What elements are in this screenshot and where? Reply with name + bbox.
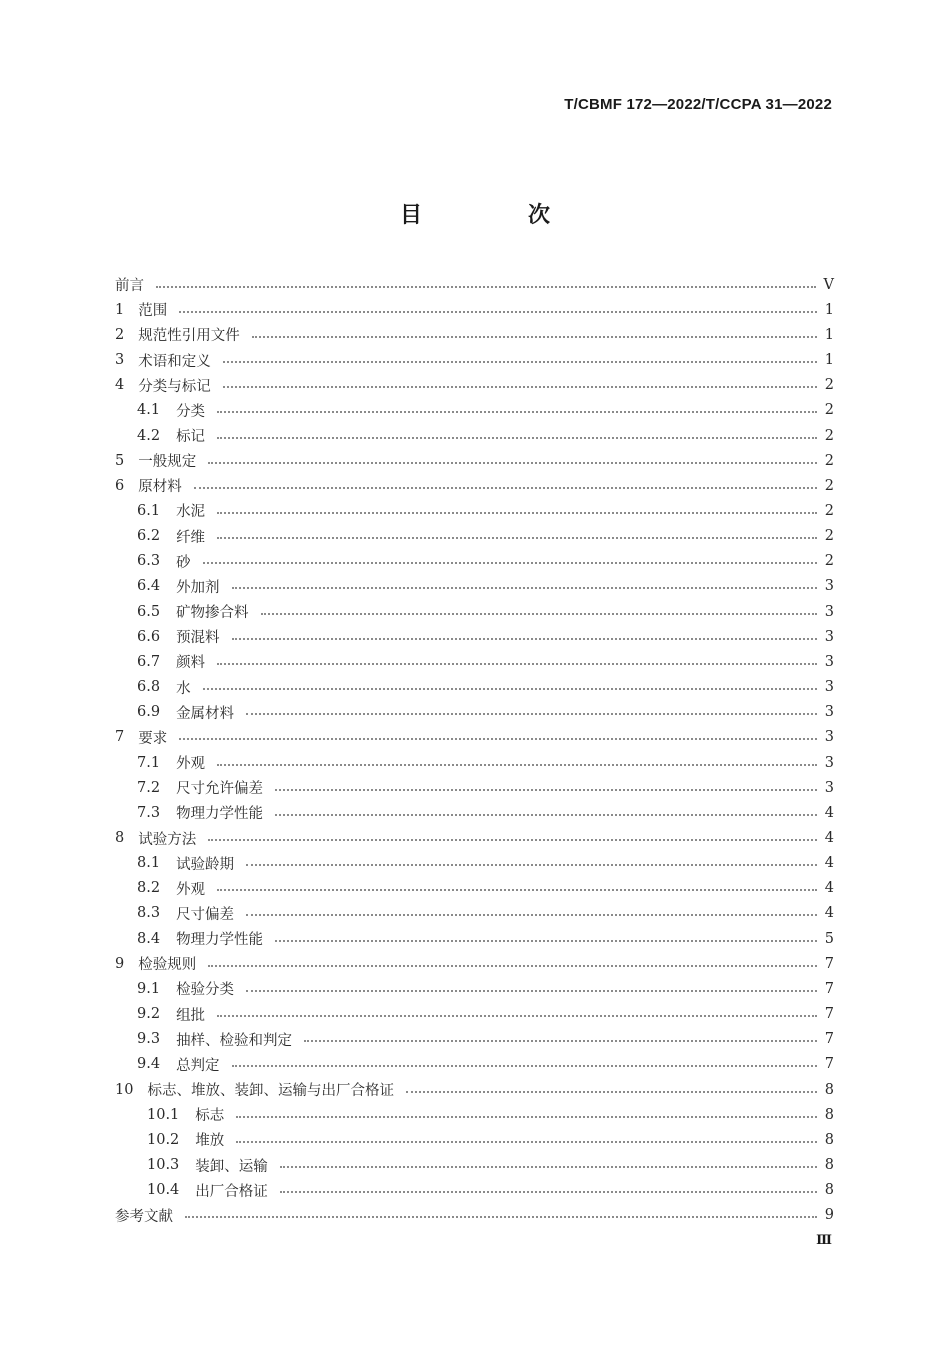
toc-entry-number: 5 xyxy=(115,452,125,469)
dot-leader xyxy=(232,587,817,589)
dot-leader xyxy=(236,1116,816,1118)
toc-entry-label: 尺寸允许偏差 xyxy=(176,781,264,798)
toc-entry[interactable] xyxy=(115,649,834,674)
toc-entry-label: 前言 xyxy=(115,278,144,295)
toc-entry-number: 8.4 xyxy=(137,930,161,947)
dot-leader xyxy=(194,487,817,489)
toc-entry-label: 预混料 xyxy=(176,630,220,647)
toc-entry[interactable] xyxy=(115,825,834,850)
toc-entry-number: 8.1 xyxy=(137,855,161,872)
dot-leader xyxy=(275,789,817,791)
dot-leader xyxy=(280,1166,817,1168)
toc-entry[interactable] xyxy=(115,800,834,825)
toc-entry-label: 尺寸偏差 xyxy=(176,906,235,923)
toc-entry-label: 分类 xyxy=(176,403,206,420)
toc-entry-page: 2 xyxy=(824,528,834,545)
toc-entry-number: 4.2 xyxy=(137,427,161,444)
toc-entry-label: 试验龄期 xyxy=(176,856,235,873)
toc-entry-label: 标志 xyxy=(195,1108,225,1125)
toc-entry-page: 4 xyxy=(824,830,834,847)
toc-entry[interactable] xyxy=(115,347,834,372)
toc-entry-number: 10.1 xyxy=(147,1106,180,1123)
toc-entry[interactable] xyxy=(115,926,834,951)
toc-entry-page: 7 xyxy=(824,980,834,997)
toc-entry-label: 外加剂 xyxy=(176,579,220,596)
toc-entry-label: 纤维 xyxy=(176,529,206,546)
toc-entry-page: 8 xyxy=(824,1182,834,1199)
toc-entry-number: 9.4 xyxy=(137,1056,161,1073)
toc-entry-page: 3 xyxy=(824,578,834,595)
toc-entry-number: 9.1 xyxy=(137,980,161,997)
toc-entry-number: 9 xyxy=(115,955,125,972)
toc-entry-label: 试验方法 xyxy=(138,831,197,848)
dot-leader xyxy=(232,638,817,640)
toc-entry[interactable] xyxy=(115,725,834,750)
toc-entry-number: 6.7 xyxy=(137,653,161,670)
toc-entry-label: 装卸、运输 xyxy=(195,1158,268,1175)
toc-entry-label: 术语和定义 xyxy=(138,353,211,370)
dot-leader xyxy=(246,864,817,866)
toc-entry-number: 2 xyxy=(115,326,125,343)
toc-entry-number: 6.9 xyxy=(137,704,161,721)
dot-leader xyxy=(179,738,817,740)
toc-entry-page: 7 xyxy=(824,1006,834,1023)
dot-leader xyxy=(156,286,816,288)
toc-entry-page: 3 xyxy=(824,704,834,721)
toc-entry-number: 8 xyxy=(115,830,125,847)
toc-entry-label: 金属材料 xyxy=(176,705,235,722)
toc-entry-label: 检验规则 xyxy=(138,957,197,974)
toc-entry[interactable] xyxy=(115,901,834,926)
toc-entry-page: 5 xyxy=(824,930,834,947)
toc-entry-page: 1 xyxy=(824,352,834,369)
toc-entry-page: 4 xyxy=(824,855,834,872)
page-title: 目 次 xyxy=(399,203,592,228)
toc-entry-page: 8 xyxy=(824,1131,834,1148)
toc-entry[interactable] xyxy=(115,851,834,876)
toc-entry-page: 3 xyxy=(824,679,834,696)
dot-leader xyxy=(275,814,817,816)
toc-entry-label: 外观 xyxy=(176,756,206,773)
toc-entry-page: 2 xyxy=(824,553,834,570)
toc-entry[interactable] xyxy=(115,498,834,523)
toc-entry-number: 7.3 xyxy=(137,804,161,821)
dot-leader xyxy=(217,889,817,891)
toc-entry-number: 6.3 xyxy=(137,553,161,570)
dot-leader xyxy=(217,1015,817,1017)
toc-entry[interactable] xyxy=(115,1077,834,1102)
toc-entry-number: 10.3 xyxy=(147,1157,180,1174)
toc-entry[interactable] xyxy=(115,448,834,473)
dot-leader xyxy=(217,512,817,514)
toc-entry-label: 标记 xyxy=(176,429,206,446)
toc-entry-label: 总判定 xyxy=(176,1057,220,1074)
dot-leader xyxy=(217,663,817,665)
toc-entry-label: 抽样、检验和判定 xyxy=(176,1032,293,1049)
toc-entry-number: 6.8 xyxy=(137,679,161,696)
dot-leader xyxy=(261,613,817,615)
toc-entry-page: 3 xyxy=(824,729,834,746)
toc-entry-page: 3 xyxy=(824,779,834,796)
toc-entry-page: 3 xyxy=(824,653,834,670)
toc-entry-number: 6.4 xyxy=(137,578,161,595)
toc-entry-label: 水泥 xyxy=(176,504,206,521)
toc-entry-label: 外观 xyxy=(176,881,206,898)
toc-entry-number: 6 xyxy=(115,477,125,494)
toc-entry-page: 4 xyxy=(824,905,834,922)
dot-leader xyxy=(217,437,817,439)
toc-entry-page: 8 xyxy=(824,1106,834,1123)
toc-entry-label: 物理力学性能 xyxy=(176,932,264,949)
toc-entry-number: 6.2 xyxy=(137,528,161,545)
toc-entry-page: 2 xyxy=(824,502,834,519)
toc-entry-page: 3 xyxy=(824,628,834,645)
toc-entry-number: 9.2 xyxy=(137,1006,161,1023)
toc-entry-label: 参考文献 xyxy=(115,1208,173,1225)
toc-entry-number: 3 xyxy=(115,352,125,369)
dot-leader xyxy=(275,940,817,942)
toc-entry-page: 7 xyxy=(824,1056,834,1073)
toc-entry[interactable] xyxy=(115,1178,834,1203)
dot-leader xyxy=(208,839,817,841)
toc-entry-page: 4 xyxy=(824,880,834,897)
document-code: T/CBMF 172—2022/T/CCPA 31—2022 xyxy=(564,96,832,113)
toc-entry[interactable] xyxy=(115,1152,834,1177)
page-number: Ⅲ xyxy=(816,1233,832,1248)
dot-leader xyxy=(208,965,817,967)
toc-entry-number: 10.4 xyxy=(147,1182,180,1199)
toc-entry[interactable] xyxy=(115,775,834,800)
toc-entry[interactable] xyxy=(115,750,834,775)
toc-entry-page: 7 xyxy=(824,955,834,972)
toc-entry-page: 4 xyxy=(824,804,834,821)
toc-entry[interactable] xyxy=(115,951,834,976)
toc-entry-number: 10 xyxy=(115,1081,134,1098)
toc-entry[interactable] xyxy=(115,700,834,725)
toc-entry-page: 3 xyxy=(824,603,834,620)
toc-entry-label: 规范性引用文件 xyxy=(138,328,240,345)
dot-leader xyxy=(236,1141,816,1143)
dot-leader xyxy=(246,990,817,992)
toc-entry[interactable] xyxy=(115,322,834,347)
toc-entry-label: 标志、堆放、装卸、运输与出厂合格证 xyxy=(147,1083,394,1100)
dot-leader xyxy=(203,562,817,564)
toc-entry[interactable] xyxy=(115,876,834,901)
toc-entry[interactable] xyxy=(115,599,834,624)
toc-entry-label: 物理力学性能 xyxy=(176,806,264,823)
toc-entry-label: 砂 xyxy=(176,554,191,571)
toc-entry-number: 6.6 xyxy=(137,628,161,645)
toc-entry-label: 堆放 xyxy=(195,1133,225,1150)
toc-entry-number: 1 xyxy=(115,301,125,318)
dot-leader xyxy=(406,1091,817,1093)
toc-entry-label: 出厂合格证 xyxy=(195,1183,268,1200)
toc-entry-page: 1 xyxy=(824,326,834,343)
toc-entry-label: 原材料 xyxy=(138,479,182,496)
toc-entry[interactable] xyxy=(115,398,834,423)
toc-entry-number: 9.3 xyxy=(137,1031,161,1048)
toc-entry-page: 2 xyxy=(824,477,834,494)
dot-leader xyxy=(252,336,817,338)
toc-entry[interactable] xyxy=(115,1203,834,1228)
dot-leader xyxy=(246,713,817,715)
toc-entry-label: 组批 xyxy=(176,1007,206,1024)
toc-entry[interactable] xyxy=(115,272,834,297)
dot-leader xyxy=(304,1040,817,1042)
toc-entry-number: 7 xyxy=(115,729,125,746)
toc-entry-label: 矿物掺合料 xyxy=(176,605,249,622)
toc-entry-number: 10.2 xyxy=(147,1131,180,1148)
toc-entry-label: 检验分类 xyxy=(176,982,235,999)
toc-entry-number: 4.1 xyxy=(137,402,161,419)
toc-entry-label: 颜料 xyxy=(176,655,206,672)
toc-entry-number: 7.1 xyxy=(137,754,161,771)
dot-leader xyxy=(246,914,817,916)
dot-leader xyxy=(232,1065,817,1067)
toc-entry[interactable] xyxy=(115,524,834,549)
toc-entry-number: 8.3 xyxy=(137,905,161,922)
toc-entry-label: 要求 xyxy=(138,730,168,747)
toc-entry[interactable] xyxy=(115,297,834,322)
toc-entry[interactable] xyxy=(115,976,834,1001)
toc-entry-number: 6.5 xyxy=(137,603,161,620)
toc-entry[interactable] xyxy=(115,1027,834,1052)
table-of-contents xyxy=(115,272,834,1228)
toc-entry-page: 9 xyxy=(824,1207,834,1224)
toc-entry-page: 1 xyxy=(824,301,834,318)
toc-entry-page: 8 xyxy=(824,1157,834,1174)
dot-leader xyxy=(223,361,817,363)
toc-entry-label: 一般规定 xyxy=(138,454,197,471)
toc-entry-page: V xyxy=(823,276,834,293)
toc-entry-page: 7 xyxy=(824,1031,834,1048)
toc-entry[interactable] xyxy=(115,1102,834,1127)
dot-leader xyxy=(208,462,817,464)
toc-entry[interactable] xyxy=(115,1002,834,1027)
dot-leader xyxy=(203,688,817,690)
dot-leader xyxy=(223,386,817,388)
toc-entry-number: 8.2 xyxy=(137,880,161,897)
toc-entry-number: 4 xyxy=(115,377,125,394)
dot-leader xyxy=(217,411,817,413)
dot-leader xyxy=(217,537,817,539)
toc-entry[interactable] xyxy=(115,549,834,574)
toc-entry-number: 7.2 xyxy=(137,779,161,796)
dot-leader xyxy=(179,311,817,313)
toc-entry[interactable] xyxy=(115,675,834,700)
toc-entry-page: 2 xyxy=(824,452,834,469)
dot-leader xyxy=(217,764,817,766)
toc-entry-page: 3 xyxy=(824,754,834,771)
dot-leader xyxy=(280,1191,817,1193)
toc-entry[interactable] xyxy=(115,423,834,448)
toc-entry[interactable] xyxy=(115,1052,834,1077)
toc-entry-label: 分类与标记 xyxy=(138,378,211,395)
toc-entry-page: 2 xyxy=(824,427,834,444)
toc-entry-label: 水 xyxy=(176,680,191,697)
toc-entry-label: 范围 xyxy=(138,303,168,320)
toc-entry-page: 2 xyxy=(824,377,834,394)
dot-leader xyxy=(185,1216,817,1218)
toc-entry-number: 6.1 xyxy=(137,502,161,519)
toc-entry[interactable] xyxy=(115,473,834,498)
toc-entry[interactable] xyxy=(115,624,834,649)
toc-entry-page: 8 xyxy=(824,1081,834,1098)
toc-entry[interactable] xyxy=(115,1127,834,1152)
toc-entry[interactable] xyxy=(115,574,834,599)
toc-entry-page: 2 xyxy=(824,402,834,419)
toc-entry[interactable] xyxy=(115,373,834,398)
